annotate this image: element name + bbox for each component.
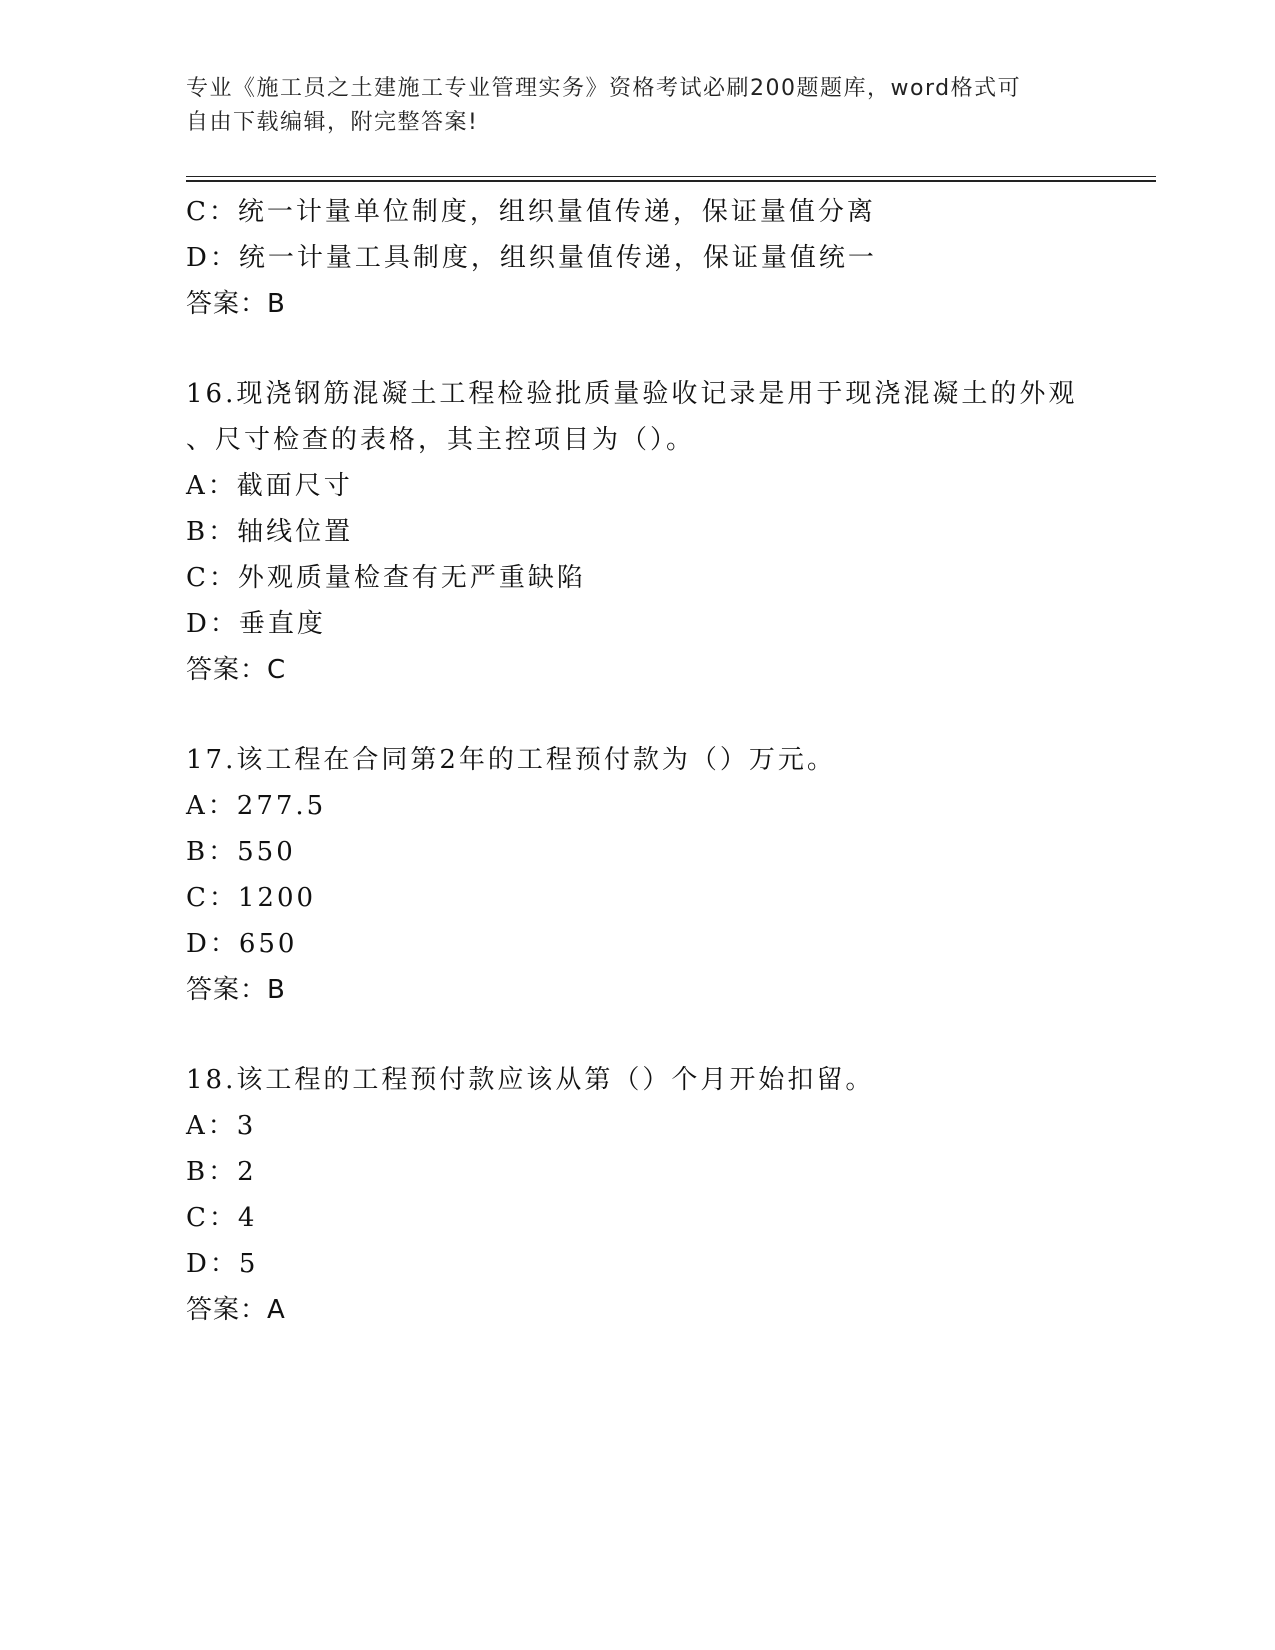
spacer (186, 1013, 1086, 1057)
question-18 (186, 1057, 1086, 1333)
option-b: B：550 (186, 837, 296, 867)
option-c: C：1200 (186, 883, 317, 913)
option-d: D：垂直度 (186, 609, 326, 639)
question-17 (186, 737, 1086, 1013)
header-line-2: 自由下载编辑，附完整答案! (186, 110, 479, 135)
answer-line: 答案：B (186, 975, 286, 1005)
header-divider-thin (186, 176, 1156, 177)
header-divider-thick (186, 180, 1156, 182)
option-a: A：3 (186, 1111, 257, 1141)
answer-line: 答案：A (186, 1295, 286, 1325)
spacer (186, 327, 1086, 371)
answer-line: 答案：C (186, 655, 287, 685)
option-d: D：统一计量工具制度，组织量值传递，保证量值统一 (186, 243, 877, 273)
question-content (186, 189, 1086, 1333)
option-c: C：统一计量单位制度，组织量值传递，保证量值分离 (186, 197, 876, 227)
option-a: A：截面尺寸 (186, 471, 353, 501)
question-stem: 16.现浇钢筋混凝土工程检验批质量验收记录是用于现浇混凝土的外观 (186, 379, 1078, 409)
document-header (186, 72, 1086, 140)
option-b: B：2 (186, 1157, 257, 1187)
question-16 (186, 371, 1086, 693)
option-c: C：外观质量检查有无严重缺陷 (186, 563, 586, 593)
option-d: D：5 (186, 1249, 259, 1279)
question-stem: 18.该工程的工程预付款应该从第（）个月开始扣留。 (186, 1065, 875, 1095)
option-b: B：轴线位置 (186, 517, 354, 547)
spacer (186, 693, 1086, 737)
option-c: C：4 (186, 1203, 258, 1233)
header-line-1: 专业《施工员之土建施工专业管理实务》资格考试必刷200题题库，word格式可 (186, 76, 1022, 101)
option-d: D：650 (186, 929, 298, 959)
question-stem-continued: 、尺寸检查的表格，其主控项目为（）。 (186, 425, 696, 455)
question-stem: 17.该工程在合同第2年的工程预付款为（）万元。 (186, 745, 836, 775)
option-a: A：277.5 (186, 791, 327, 821)
answer-line: 答案：B (186, 289, 286, 319)
